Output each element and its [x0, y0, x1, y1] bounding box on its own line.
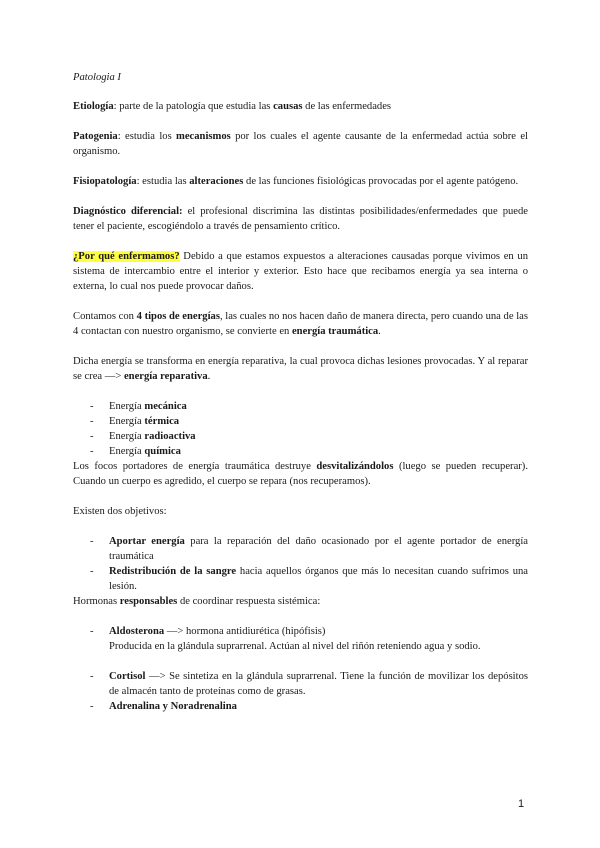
list-item [73, 444, 528, 459]
document-body [73, 70, 528, 714]
text: (luego se pueden recuperar). Cuando un cuerpo es agredido, el cuerpo se repara (nos recuperamos). [73, 461, 528, 487]
text: de las funciones fisiológicas provocadas por el agente patógeno. [243, 176, 519, 187]
text: . [378, 326, 381, 337]
term: Diagnóstico diferencial: [73, 206, 183, 217]
dicha-paragraph [73, 354, 528, 384]
list-item [73, 414, 528, 429]
highlighted-question: ¿Por qué enfermamos? [73, 251, 180, 262]
def-fisiopatologia [73, 174, 528, 189]
text: por los cuales el agente causante de la enfermedad actúa sobre el organismo. [73, 131, 528, 157]
cortisol-list [73, 669, 528, 699]
objetivos-intro: Existen dos objetivos: [73, 506, 167, 517]
text: Contamos con [73, 311, 137, 322]
list-item [73, 399, 528, 414]
term: Etiología [73, 101, 114, 112]
text: Hormonas [73, 596, 120, 607]
text: Energía [109, 431, 145, 442]
text: de las enfermedades [302, 101, 392, 112]
def-diagnostico [73, 204, 528, 234]
keyword: radioactiva [144, 431, 196, 442]
hormonas-paragraph [73, 594, 528, 609]
list-item [73, 624, 528, 639]
def-etiologia [73, 99, 528, 114]
keyword: Aldosterona [109, 626, 165, 637]
aldosterona-list [73, 624, 528, 639]
keyword: desvitalizándolos [316, 461, 394, 472]
text: Dicha energía se transforma en energía reparativa, la cual provoca dichas lesiones provocadas. Y al reparar se crea —> [73, 356, 528, 382]
text: para la reparación del daño ocasionado por el agente portador de energía traumática [109, 536, 528, 562]
list-item [73, 669, 528, 699]
text: , las cuales no nos hacen daño de manera directa, pero cuando una de las 4 contactan con nuestro organismo, se convierte en [73, 311, 528, 337]
keyword: mecanismos [176, 131, 231, 142]
text: : estudia los [117, 131, 177, 142]
text: Los focos portadores de energía traumática destruye [73, 461, 317, 472]
term: Patogenia [73, 131, 118, 142]
keyword: Cortisol [109, 671, 146, 682]
list-item [73, 429, 528, 444]
keyword: alteraciones [189, 176, 244, 187]
text: hacia aquellos órganos que más lo necesitan cuando sufrimos una lesión. [109, 566, 528, 592]
keyword: Aportar energía [109, 536, 185, 547]
text: —> hormona antidiurética (hipófisis) [164, 626, 326, 637]
def-patogenia [73, 129, 528, 159]
adrenalina-list [73, 699, 528, 714]
text: Debido a que estamos expuestos a alteraciones causadas porque vivimos en un sistema de intercambio entre el interior y exterior. Esto hace que recibamos energía ya sea interna o externa, lo cual nos puede provocar daños. [73, 251, 528, 292]
text: Energía [109, 401, 145, 412]
keyword: química [144, 446, 181, 457]
energy-list [73, 399, 528, 459]
objetivos-list [73, 534, 528, 594]
list-item [73, 564, 528, 594]
keyword: energía traumática [291, 326, 379, 337]
keyword: 4 tipos de energías [136, 311, 220, 322]
keyword: térmica [144, 416, 180, 427]
keyword: responsables [119, 596, 178, 607]
page-number: 1 [518, 798, 525, 810]
text: el profesional discrimina las distintas posibilidades/enfermedades que puede tener el paciente, escogiéndolo a través de pensamiento crítico. [73, 206, 528, 232]
porque-paragraph [73, 249, 528, 294]
keyword: mecánica [144, 401, 187, 412]
aldosterona-detail: Producida en la glándula suprarrenal. Actúan al nivel del riñón reteniendo agua y sodio. [109, 641, 481, 652]
text: Energía [109, 416, 145, 427]
list-item [73, 534, 528, 564]
text: . [207, 371, 211, 382]
text: —> Se sintetiza en la glándula suprarrenal. Tiene la función de movilizar los depósitos de almacén tanto de proteínas como de grasas. [109, 671, 528, 697]
list-item [73, 699, 528, 714]
keyword: causas [273, 101, 303, 112]
term: Fisiopatología [73, 176, 137, 187]
contamos-paragraph [73, 309, 528, 339]
keyword: Adrenalina y Noradrenalina [109, 701, 237, 712]
text: : estudia las [136, 176, 190, 187]
text: Energía [109, 446, 145, 457]
keyword: energía reparativa [123, 371, 208, 382]
keyword: Redistribución de la sangre [109, 566, 237, 577]
focos-paragraph [73, 459, 528, 489]
text: : parte de la patología que estudia las [113, 101, 274, 112]
document-title: Patologia I [73, 72, 121, 83]
text: de coordinar respuesta sistémica: [177, 596, 321, 607]
